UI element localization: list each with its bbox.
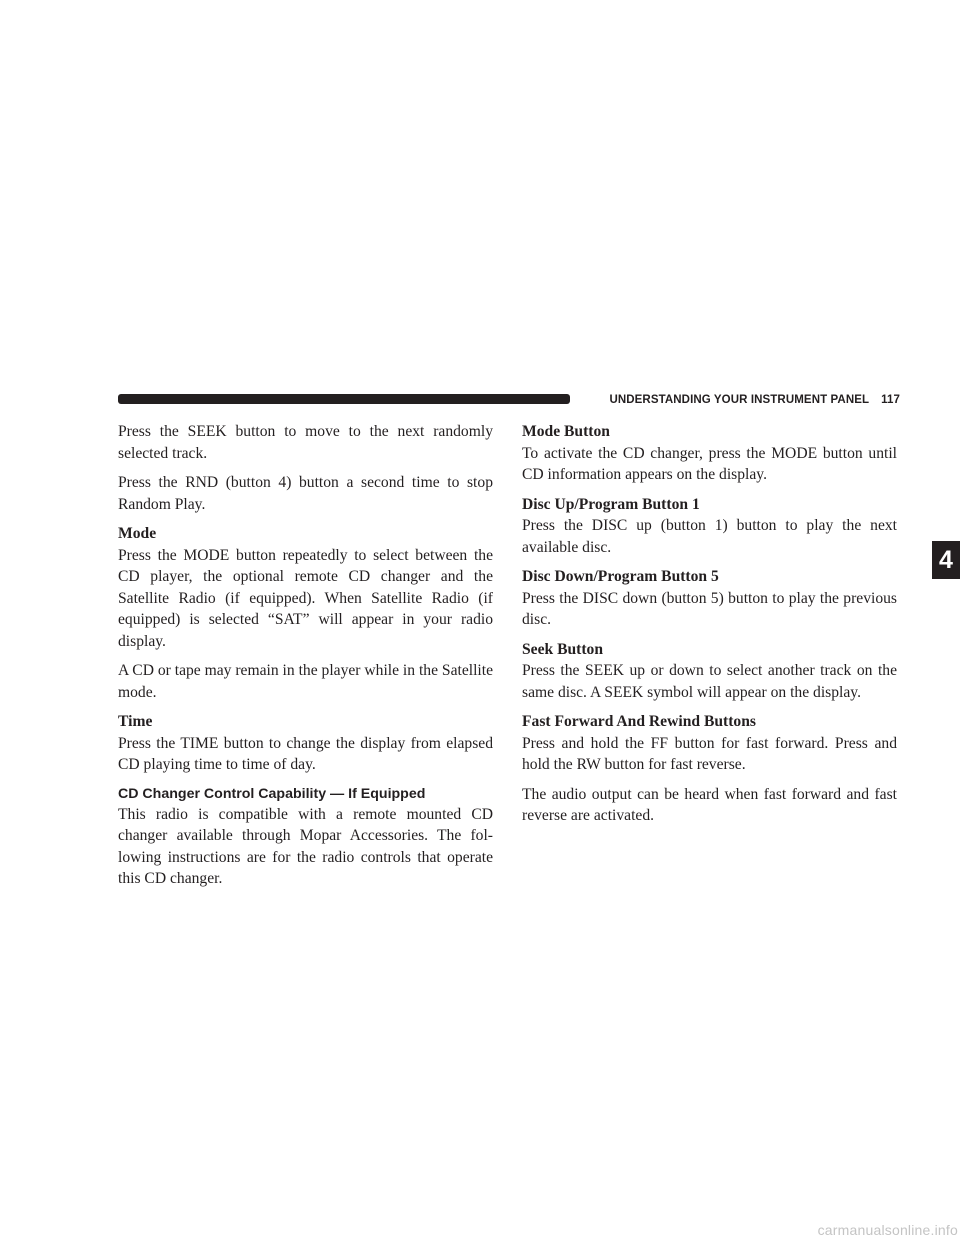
watermark: carmanualsonline.info: [817, 1222, 958, 1238]
paragraph: To activate the CD changer, press the MODE button until CD information appears on the display.: [522, 444, 897, 483]
section-heading-mode: Mode: [118, 525, 157, 542]
paragraph: Press the MODE button repeatedly to select between the CD player, the optional remote CD changer and the Satellite Radio (if equipped). When Satellite Radio (if equipped) is selected “SAT” will appear in your radio display.: [118, 546, 493, 650]
section-heading-ff-rw: Fast Forward And Rewind Buttons: [522, 713, 756, 730]
paragraph: Press the RND (button 4) button a second time to stop Random Play.: [118, 474, 493, 513]
paragraph: Press the SEEK up or down to select another track on the same disc. A SEEK symbol will appear on the display.: [522, 662, 897, 701]
header-rule: [118, 394, 570, 404]
left-column: [118, 421, 493, 898]
paragraph: The audio output can be heard when fast forward and fast reverse are activated.: [522, 785, 897, 824]
paragraph: Press the SEEK button to move to the next randomly selected track.: [118, 423, 493, 462]
paragraph: This radio is compatible with a remote mounted CD changer available through Mopar Accessories. The fol-lowing instructions are for the radio controls that operate this CD changer.: [118, 805, 493, 887]
paragraph: Press the DISC down (button 5) button to play the previous disc.: [522, 589, 897, 628]
section-heading-mode-button: Mode Button: [522, 423, 610, 440]
section-heading-disc-up: Disc Up/Program Button 1: [522, 495, 700, 513]
running-header: [585, 392, 900, 408]
page-number: 117: [881, 394, 900, 406]
paragraph: Press the DISC up (button 1) button to play the next available disc.: [522, 517, 897, 556]
section-heading-time: Time: [118, 713, 153, 730]
paragraph: Press the TIME button to change the display from elapsed CD playing time to time of day.: [118, 734, 493, 773]
paragraph: A CD or tape may remain in the player while in the Satellite mode.: [118, 662, 494, 701]
paragraph: Press and hold the FF button for fast forward. Press and hold the RW button for fast reverse.: [522, 734, 897, 773]
section-heading-cd-changer: CD Changer Control Capability — If Equipped: [118, 785, 426, 802]
section-title: UNDERSTANDING YOUR INSTRUMENT PANEL: [609, 394, 870, 406]
chapter-tab: 4: [932, 541, 960, 579]
section-heading-seek: Seek Button: [522, 640, 604, 658]
section-heading-disc-down: Disc Down/Program Button 5: [522, 568, 719, 585]
right-column: [522, 421, 897, 835]
